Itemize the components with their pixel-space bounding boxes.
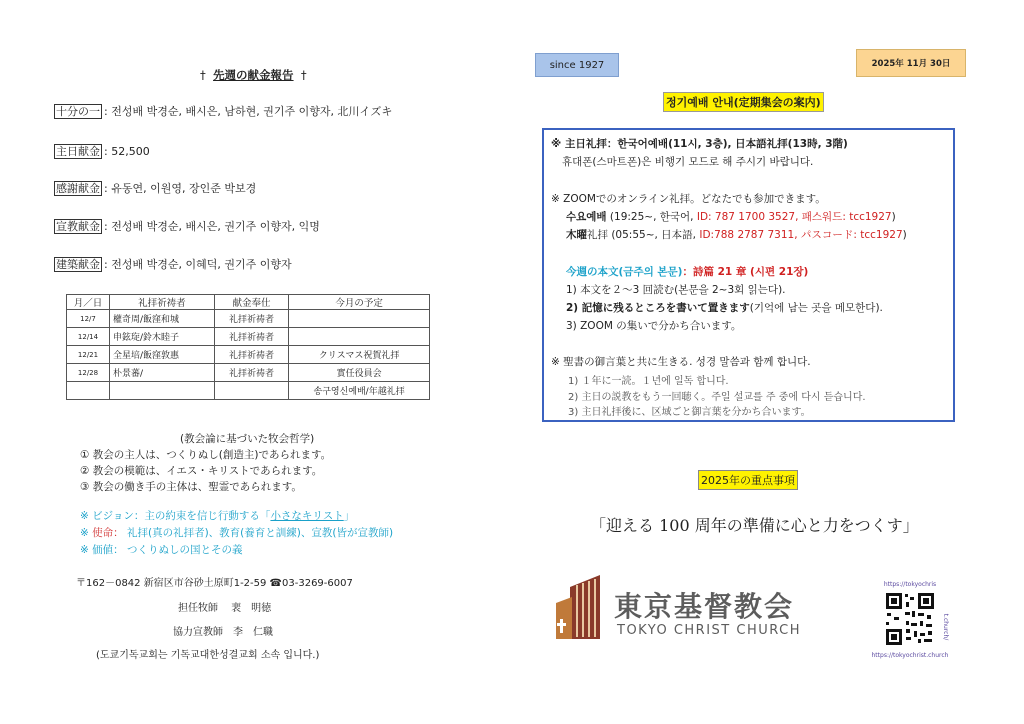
priority-title: 2025年の重点事項 [698,470,798,490]
table-row [67,364,430,382]
table-row [67,382,430,400]
step-read: 1) 本文を２～3 回読む(본문을 2~3회 읽는다). [566,284,786,296]
table-cell: 12/21 [67,346,110,364]
phone-notice: 휴대폰(스마트폰)은 비행기 모드로 해 주시기 바랍니다. [562,156,814,168]
table-cell: 礼拝祈祷者 [214,310,289,328]
column-header: 今月の予定 [289,295,430,310]
table-cell: 12/14 [67,328,110,346]
table-cell [289,328,430,346]
qr-url-text: https://tokyochris [883,581,937,588]
table-cell: 12/28 [67,364,110,382]
table-row [67,328,430,346]
philosophy-item: ② 教会の模範は、イエス・キリストであられます。 [80,465,323,477]
step-memo [566,300,883,315]
mission-label: 使命： [92,527,124,539]
cross-icon: † [200,68,206,82]
column-header: 礼拝祈祷者 [110,295,215,310]
table-row [67,310,430,328]
church-name-ja: 東京基督教会 [614,590,795,623]
table-cell: 礼拝祈祷者 [214,364,289,382]
thursday-label: 木曜 [566,229,587,241]
affiliation-note: (도쿄기독교회는 기독교대한성결교회 소속 입니다.) [96,650,320,661]
mission-line [80,525,393,540]
bible-life-heading: ※ 聖書の御言葉と共に生きる. 성경 말씀과 함께 합니다. [551,356,811,368]
table-cell: 實任役員会 [289,364,430,382]
table-cell: 礼拝祈祷者 [214,346,289,364]
vision-prefix: ※ ビジョン：主の約束を信じ行動する「 [80,510,271,522]
column-header: 月／日 [67,295,110,310]
table-cell [289,310,430,328]
table-cell: 12/7 [67,310,110,328]
wednesday-zoom-id[interactable]: ID: 787 1700 3527, 패스워드: tcc1927 [696,211,892,223]
table-row [67,346,430,364]
offering-names: : 유동연, 이원영, 장인준 박보경 [104,182,257,195]
qr-code[interactable] [870,577,950,666]
offering-row-thanks [54,180,256,196]
wednesday-close: ) [891,211,896,223]
church-address: 〒162－0842 新宿区市谷砂土原町1-2-59 ☎03-3269-6007 [76,578,353,589]
worship-guide-title: 정기예배 안내(定期集会の案内) [663,92,824,112]
table-cell [214,382,289,400]
thursday-zoom-id[interactable]: ID:788 2787 7311, パスコード: tcc1927 [699,229,903,241]
cross-icon: † [300,68,307,82]
table-cell: クリスマス祝賀礼拝 [289,346,430,364]
bible-item: 1) １年に一読。１년에 일독 합니다. [568,376,729,387]
offering-label: 主日献金 [56,145,100,158]
table-cell [67,382,110,400]
thursday-time: 礼拝 (05:55~, 日本語, [587,229,700,241]
philosophy-item: ③ 教会の働き手の主体は、聖霊であられます。 [80,481,302,493]
vision-line [80,508,354,523]
vision-keyword: 小さなキリスト [270,510,344,522]
step-memo-ko: (기억에 남는 곳을 메모한다). [749,302,883,314]
wednesday-time: (19:25~, 한국어, [606,211,697,223]
vision-suffix: 」 [343,510,355,522]
bible-item: 3) 主日礼拝後に、区域ごと御言葉を分かち合います。 [568,407,811,418]
wednesday-label: 수요예배 [566,211,607,223]
weekly-text-line [566,264,808,279]
table-cell [110,382,215,400]
offering-title-text: 先週の献金報告 [213,68,294,82]
bulletin-date: 2025年 11月 30日 [856,49,966,77]
offering-label: 建築献金 [56,258,100,271]
sunday-worship-line: ※ 主日礼拝：한국어예배(11시, 3층), 日本語礼拝(13時, 3階) [551,138,848,150]
philosophy-title: (教会論に基づいた牧会哲学) [180,433,315,445]
offering-label: 宣教献金 [56,220,100,233]
thursday-zoom-line [566,227,907,242]
offering-names: : 전성배 박경순, 배시은, 남하현, 권기주 이향자, 北川イズキ [104,105,393,118]
table-header-row [67,295,430,310]
offering-amount: : 52,500 [104,145,150,158]
church-name-en: TOKYO CHRIST CHURCH [617,623,801,638]
bible-item: 2) 主日の説教をもう一回聴く。주일 설교를 주 중에 다시 듣습니다. [568,392,866,403]
schedule-table [66,294,430,400]
pastor-name: 担任牧師 裵 明徳 [178,603,272,614]
wednesday-zoom-line [566,209,896,224]
offering-report-title [200,67,307,83]
philosophy-item: ① 教会の主人は、つくりぬし(創造主)であられます。 [80,449,332,461]
associate-missionary: 協力宣教師 李 仁職 [173,627,273,638]
offering-row-sunday [54,143,150,159]
step-memo-ja: 2) 記憶に残るところを書いて置きます [566,302,750,314]
qr-url-text: t.church/ [942,613,949,641]
church-logo-icon [550,573,605,644]
column-header: 献金奉仕 [214,295,289,310]
mission-text: 礼拝(真の礼拝者)、教育(養育と訓練)、宣教(皆が宣教師) [123,527,394,539]
offering-label: 十分の一 [56,105,100,118]
table-cell: 송구영신예배/年越礼拝 [289,382,430,400]
offering-row-mission [54,218,320,234]
offering-names: : 전성배 박경순, 이혜덕, 권기주 이향자 [104,258,292,271]
qr-url-text: https://tokyochrist.church [871,652,949,659]
table-cell: 全星培/飯窪敦惠 [110,346,215,364]
offering-row-building [54,256,292,272]
mission-prefix: ※ [80,527,93,539]
offering-label: 感謝献金 [56,182,100,195]
weekly-text-passage: ：詩篇 21 章 (시편 21장) [682,266,809,278]
since-badge: since 1927 [535,53,619,77]
thursday-close: ) [902,229,907,241]
table-cell: 申鉉琁/鈴木睦子 [110,328,215,346]
offering-names: : 전성배 박경순, 배시은, 권기주 이향자, 익명 [104,220,320,233]
table-cell: 權奇周/飯窪和城 [110,310,215,328]
offering-row-tithe [54,103,392,119]
zoom-notice: ※ ZOOMでのオンライン礼拝。どなたでも参加できます。 [551,193,826,205]
table-cell: 礼拝祈祷者 [214,328,289,346]
priority-motto: 「迎える 100 周年の準備に心と力をつくす」 [590,516,919,535]
step-share: 3) ZOOM の集いで分かち合います。 [566,320,742,332]
weekly-text-label: 今週の本文(금주의 본문) [566,266,683,278]
table-cell: 朴景蕃/ [110,364,215,382]
value-line: ※ 価値： つくりぬしの国とその義 [80,544,243,556]
